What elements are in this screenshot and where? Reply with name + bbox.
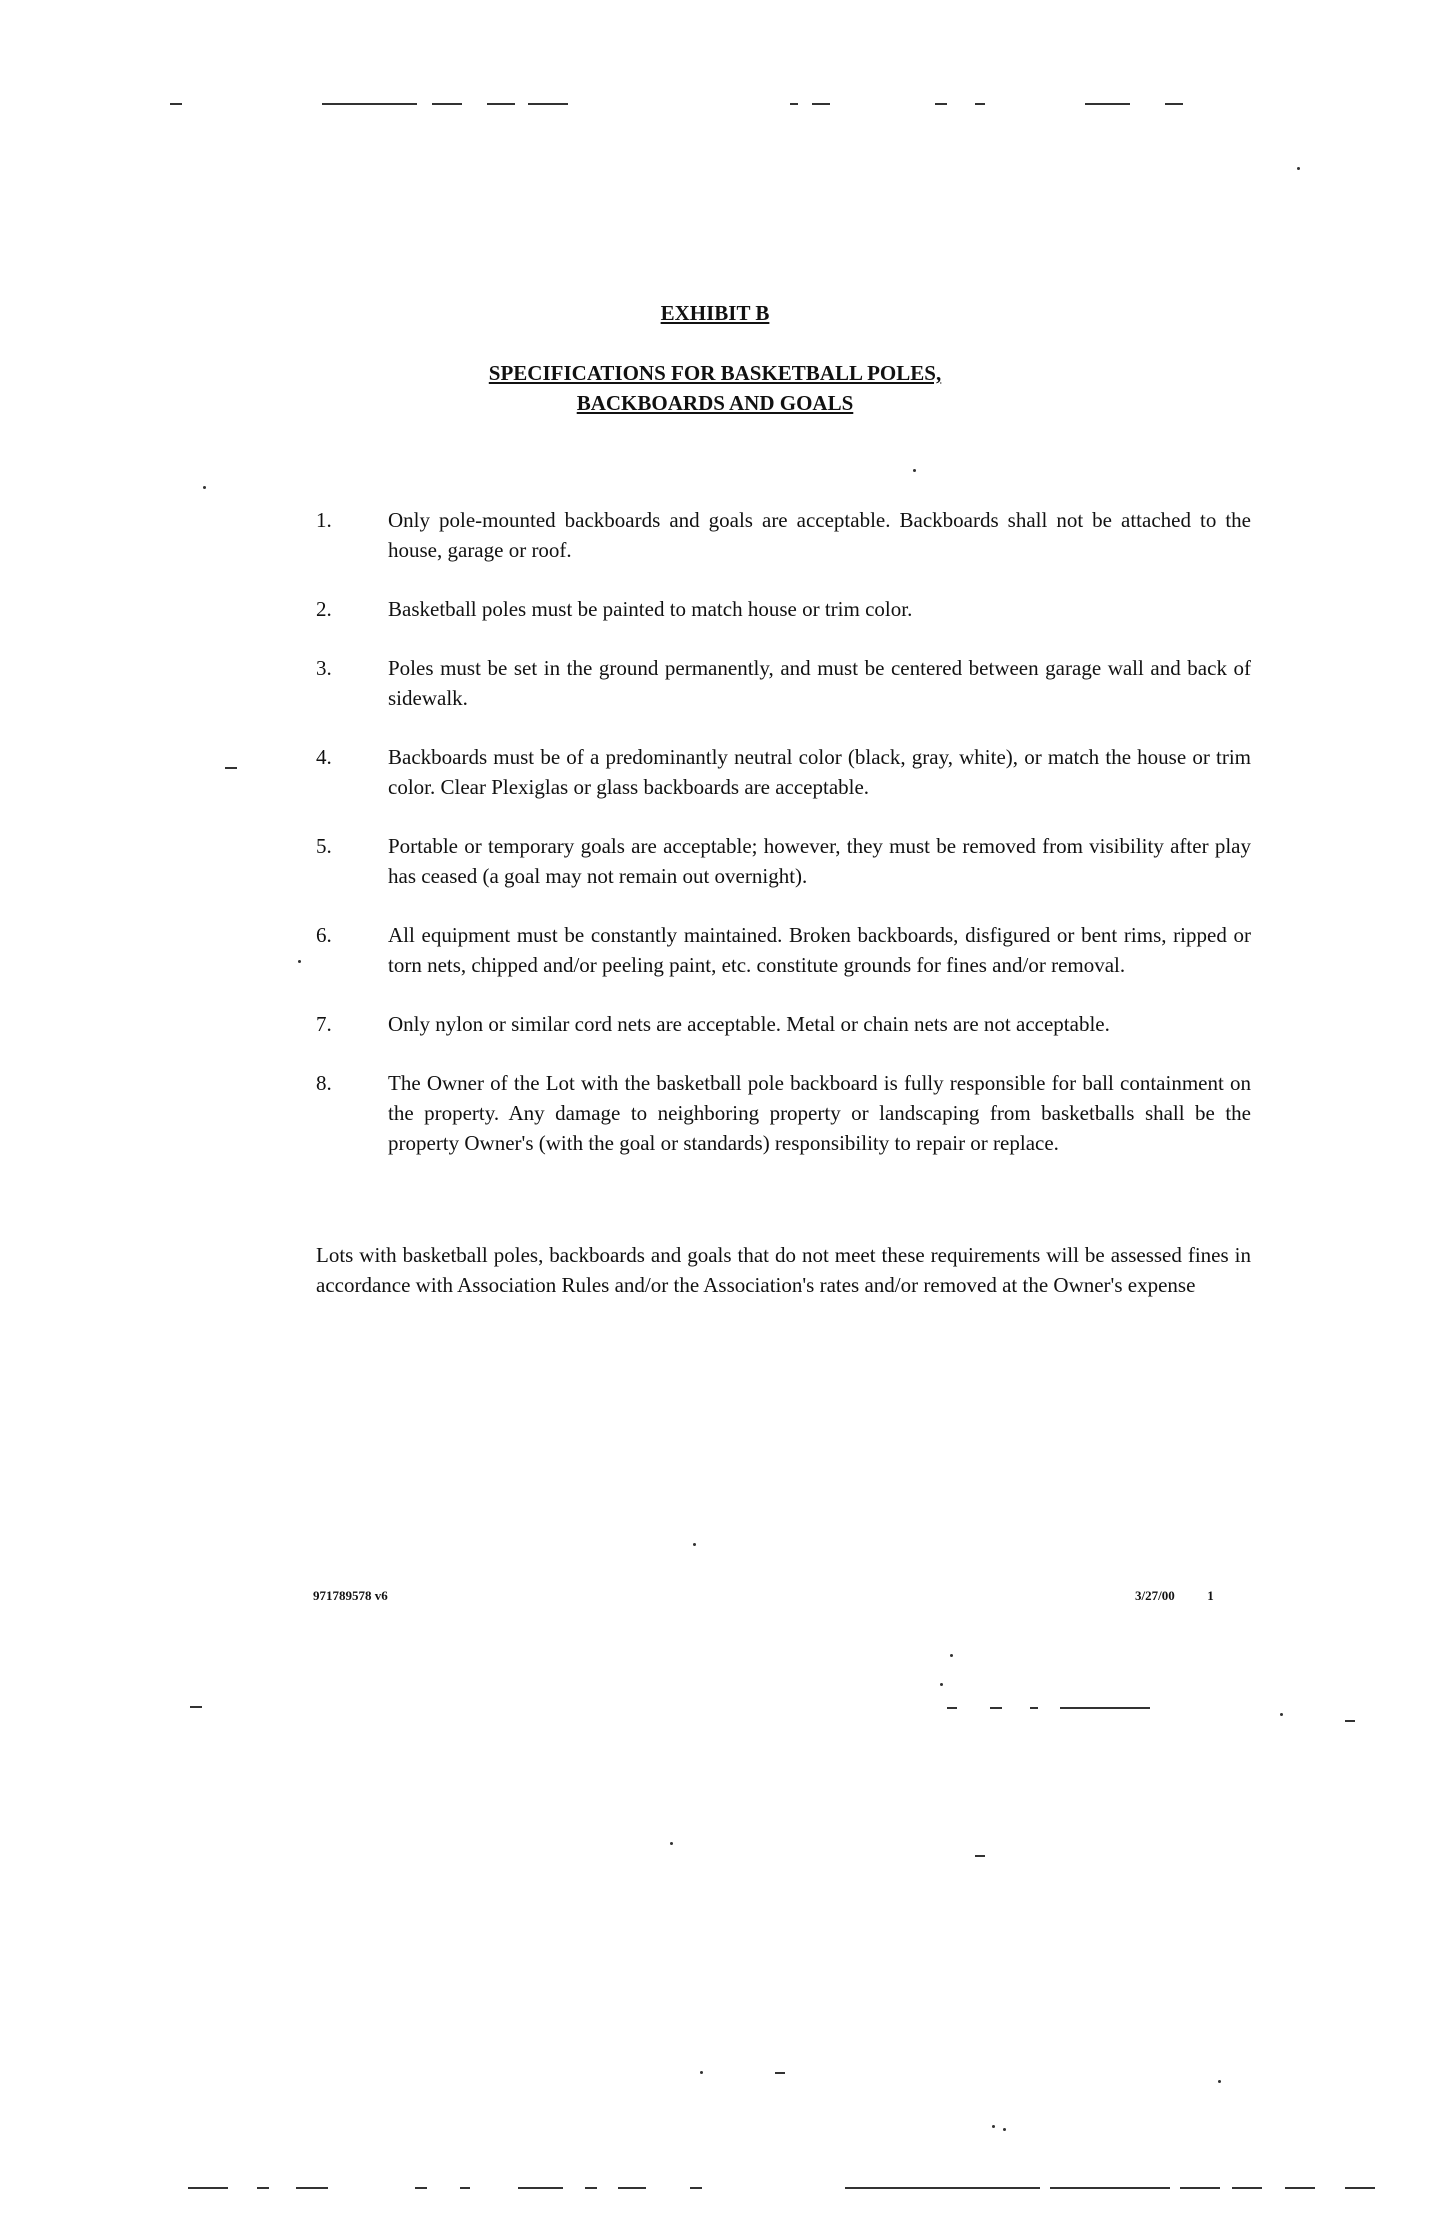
list-item bbox=[316, 1068, 1251, 1158]
scan-artifact bbox=[518, 2187, 563, 2189]
item-text: Only pole-mounted backboards and goals are acceptable. Backboards shall not be attached to the house, garage or roof. bbox=[388, 508, 1251, 562]
item-text: The Owner of the Lot with the basketball pole backboard is fully responsible for ball containment on the property. Any damage to neighboring property or landscaping from basketballs shall be the property Owner's (with the goal or standards) responsibility to repair or replace. bbox=[388, 1071, 1251, 1155]
scan-artifact bbox=[257, 2187, 269, 2189]
item-text: Only nylon or similar cord nets are acceptable. Metal or chain nets are not acceptable. bbox=[388, 1012, 1110, 1036]
scan-artifact bbox=[432, 103, 462, 105]
scan-artifact bbox=[775, 2072, 785, 2074]
specifications-list bbox=[316, 505, 1251, 1187]
scan-artifact bbox=[812, 103, 830, 105]
scan-artifact bbox=[225, 767, 237, 769]
item-number: 1. bbox=[316, 508, 332, 532]
scan-artifact bbox=[1085, 103, 1130, 105]
scan-artifact bbox=[940, 1683, 943, 1686]
exhibit-title-text: EXHIBIT B bbox=[660, 301, 770, 325]
scan-artifact bbox=[460, 2187, 470, 2189]
scan-artifact bbox=[1030, 1707, 1038, 1709]
scan-artifact bbox=[913, 469, 916, 472]
spec-title-line1: SPECIFICATIONS FOR BASKETBALL POLES, bbox=[488, 361, 942, 385]
list-item bbox=[316, 920, 1251, 980]
scan-artifact bbox=[322, 103, 417, 105]
item-number: 2. bbox=[316, 597, 332, 621]
scan-artifact bbox=[845, 2187, 1040, 2189]
scan-artifact bbox=[947, 1707, 957, 1709]
scan-artifact bbox=[415, 2187, 427, 2189]
item-number: 6. bbox=[316, 923, 332, 947]
footer-date: 3/27/00 bbox=[1135, 1588, 1175, 1603]
scan-artifact bbox=[1050, 2187, 1170, 2189]
scan-artifact bbox=[690, 2187, 702, 2189]
scan-artifact bbox=[203, 486, 206, 489]
list-item bbox=[316, 831, 1251, 891]
scan-artifact bbox=[790, 103, 798, 105]
scan-artifact bbox=[528, 103, 568, 105]
item-number: 5. bbox=[316, 834, 332, 858]
scan-artifact bbox=[1285, 2187, 1315, 2189]
scan-artifact bbox=[618, 2187, 646, 2189]
scan-artifact bbox=[992, 2125, 995, 2128]
scan-artifact bbox=[487, 103, 515, 105]
scan-artifact bbox=[296, 2187, 328, 2189]
item-number: 8. bbox=[316, 1071, 332, 1095]
scan-artifact bbox=[1165, 103, 1183, 105]
scan-artifact bbox=[1003, 2128, 1006, 2131]
scan-artifact bbox=[700, 2071, 703, 2074]
scan-artifact bbox=[935, 103, 947, 105]
list-item bbox=[316, 742, 1251, 802]
footer-date-page bbox=[1135, 1588, 1214, 1604]
spec-title-line2: BACKBOARDS AND GOALS bbox=[576, 391, 854, 415]
item-text: Backboards must be of a predominantly neutral color (black, gray, white), or match the house or trim color. Clear Plexiglas or glass backboards are acceptable. bbox=[388, 745, 1251, 799]
list-item bbox=[316, 1009, 1251, 1039]
footer-doc-id: 971789578 v6 bbox=[313, 1588, 388, 1603]
scan-artifact bbox=[670, 1842, 673, 1845]
exhibit-title bbox=[40, 298, 1390, 328]
item-number: 3. bbox=[316, 656, 332, 680]
spec-title bbox=[40, 358, 1390, 418]
scan-artifact bbox=[190, 1706, 202, 1708]
closing-paragraph: Lots with basketball poles, backboards and goals that do not meet these requirements will be assessed fines in accordance with Association Rules and/or the Association's rates and/or removed at the Owner's expense bbox=[316, 1243, 1251, 1297]
item-text: Basketball poles must be painted to match house or trim color. bbox=[388, 597, 913, 621]
scan-artifact bbox=[1180, 2187, 1220, 2189]
scan-artifact bbox=[1297, 167, 1300, 170]
scan-artifact bbox=[975, 103, 985, 105]
item-number: 7. bbox=[316, 1012, 332, 1036]
scan-artifact bbox=[1218, 2080, 1221, 2083]
scan-artifact bbox=[1060, 1707, 1150, 1709]
scan-artifact bbox=[975, 1855, 985, 1857]
scan-artifact bbox=[170, 103, 182, 105]
scan-artifact bbox=[693, 1543, 696, 1546]
scan-artifact bbox=[1345, 1720, 1355, 1722]
list-item bbox=[316, 505, 1251, 565]
scan-artifact bbox=[1280, 1713, 1283, 1716]
item-text: Poles must be set in the ground permanently, and must be centered between garage wall and back of sidewalk. bbox=[388, 656, 1251, 710]
scan-artifact bbox=[950, 1654, 953, 1657]
scan-artifact bbox=[990, 1707, 1002, 1709]
item-text: Portable or temporary goals are acceptable; however, they must be removed from visibility after play has ceased (a goal may not remain out overnight). bbox=[388, 834, 1251, 888]
item-text: All equipment must be constantly maintained. Broken backboards, disfigured or bent rims, ripped or torn nets, chipped and/or peeling paint, etc. constitute grounds for fines and/or removal. bbox=[388, 923, 1251, 977]
footer-page-number: 1 bbox=[1207, 1588, 1214, 1603]
list-item bbox=[316, 653, 1251, 713]
scan-artifact bbox=[585, 2187, 597, 2189]
scan-artifact bbox=[188, 2187, 228, 2189]
scan-artifact bbox=[1232, 2187, 1262, 2189]
scan-artifact bbox=[298, 960, 301, 963]
item-number: 4. bbox=[316, 745, 332, 769]
list-item bbox=[316, 594, 1251, 624]
scan-artifact bbox=[1345, 2187, 1375, 2189]
